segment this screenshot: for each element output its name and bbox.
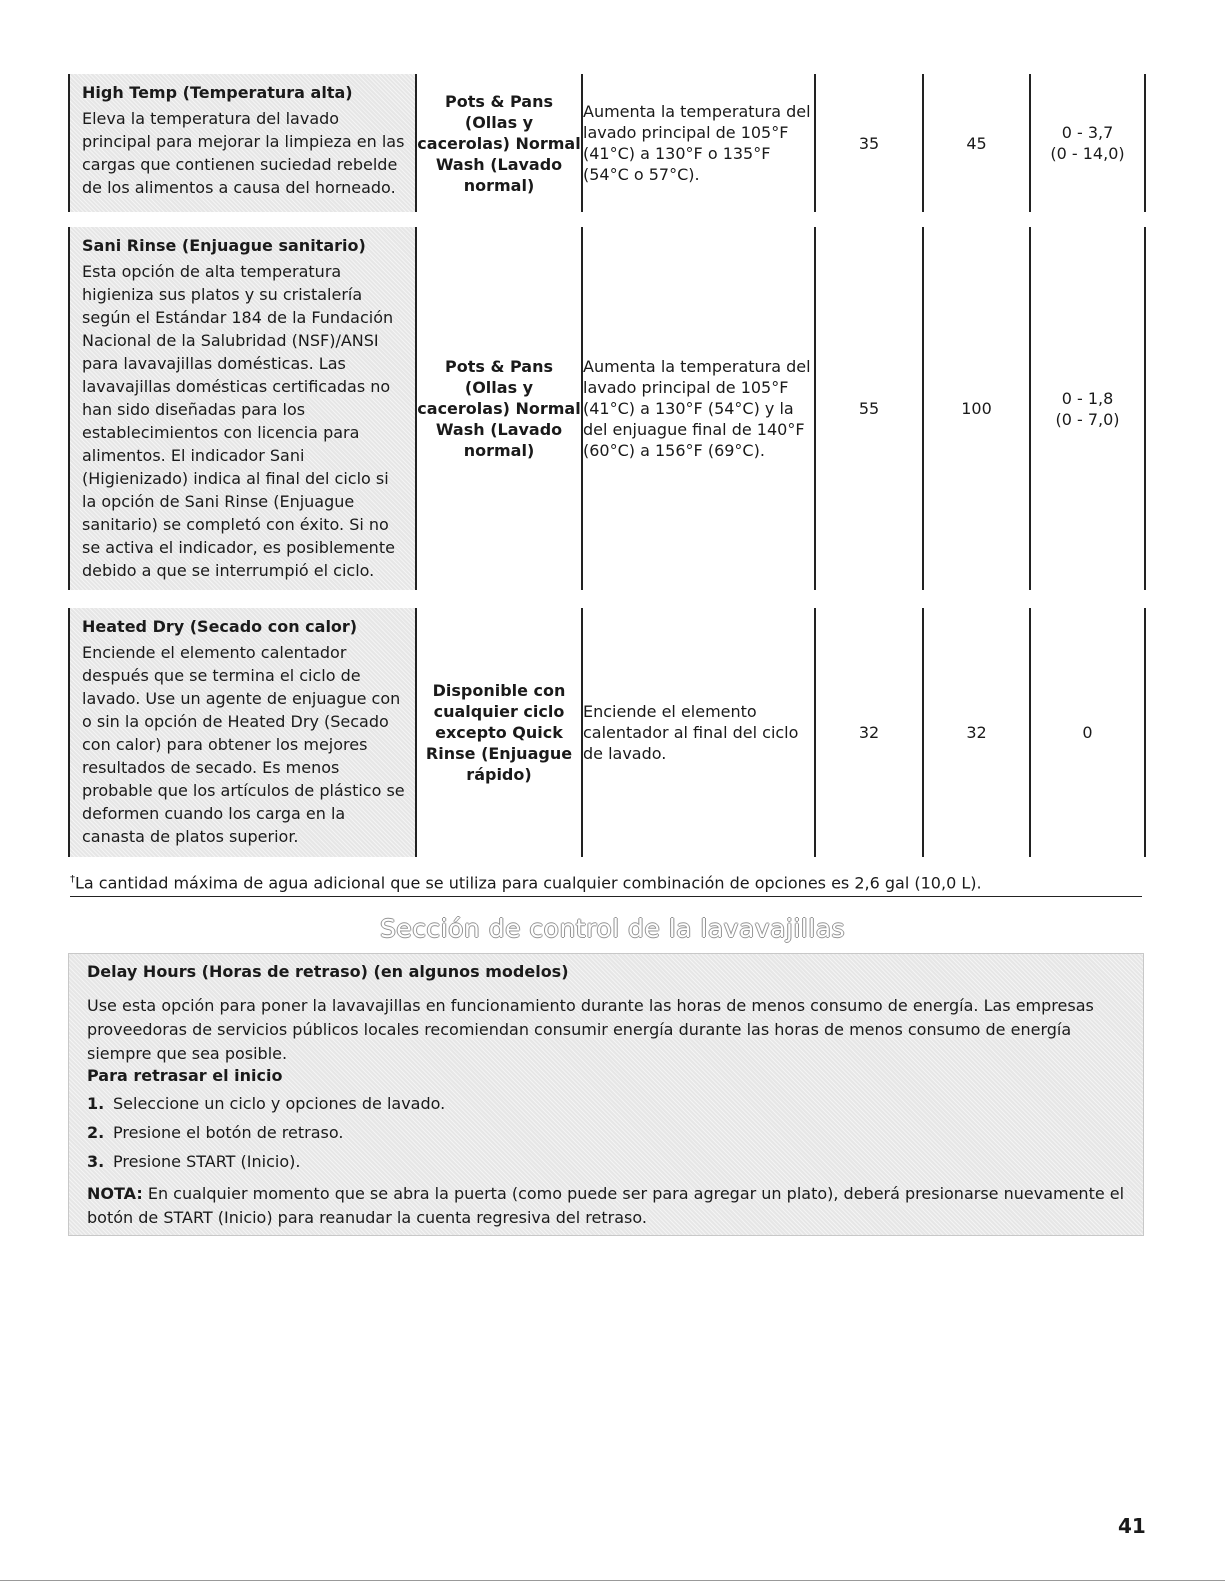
option-effect: Enciende el elemento calentador al final del ciclo de lavado. (582, 608, 815, 857)
delay-hours-text: Use esta opción para poner la lavavajillas en funcionamiento durante las horas de menos consumo de energía. Las empresas proveedoras de servicios públicos locales recomiendan consumir energía durante las horas de menos consumo de energía siempre que sea posible. (87, 996, 1094, 1063)
step-item (87, 1123, 343, 1142)
step-item (87, 1094, 445, 1113)
option-value-col5: 45 (923, 74, 1030, 212)
option-table-sani-rinse (68, 227, 1146, 590)
option-cycles: Pots & Pans (Ollas y cacerolas) Normal Wash (Lavado normal) (416, 74, 582, 212)
delay-hours-box (68, 953, 1144, 1236)
delay-start-subtitle: Para retrasar el inicio (87, 1066, 283, 1085)
option-effect: Aumenta la temperatura del lavado principal de 105°F (41°C) a 130°F o 135°F (54°C o 57°C). (582, 74, 815, 212)
step-item (87, 1152, 300, 1171)
option-value-col6-line1: 0 (1082, 723, 1093, 742)
option-title: Sani Rinse (Enjuague sanitario) (82, 236, 366, 255)
option-title: Heated Dry (Secado con calor) (82, 617, 358, 636)
option-description: Eleva la temperatura del lavado principal para mejorar la limpieza en las cargas que contienen suciedad rebelde de los alimentos a causa del horneado. (82, 109, 405, 197)
option-description-cell (69, 608, 416, 857)
step-text: Presione el botón de retraso. (113, 1123, 344, 1142)
option-value-col6-line1: 0 - 1,8 (1061, 388, 1114, 408)
divider (70, 896, 1142, 897)
delay-hours-title: Delay Hours (Horas de retraso) (en algunos modelos) (87, 962, 569, 981)
section-title: Sección de control de la lavavajillas (379, 914, 846, 943)
option-cycles: Disponible con cualquier ciclo excepto Quick Rinse (Enjuague rápido) (416, 608, 582, 857)
step-number: 1. (87, 1094, 105, 1113)
page-number: 41 (1118, 1514, 1146, 1538)
option-value-col6-line2: (0 - 7,0) (1055, 409, 1120, 429)
step-number: 2. (87, 1123, 105, 1142)
option-description: Esta opción de alta temperatura higieniza sus platos y su cristalería según el Estándar 184 de la Fundación Nacional de la Salubridad (NSF)/ANSI para lavavajillas domésticas. Las lavavajillas domésticas certificadas no han sido diseñadas para los establecimientos con licencia para alimentos. El indicador Sani (Higienizado) indica al final del ciclo si la opción de Sani Rinse (Enjuague sanitario) se completó con éxito. Si no se activa el indicador, es posiblemente debido a que se interrumpió el ciclo. (82, 262, 395, 580)
note-label: NOTA: (87, 1184, 143, 1203)
option-description: Enciende el elemento calentador después que se termina el ciclo de lavado. Use un agente de enjuague con o sin la opción de Heated Dry (Secado con calor) para obtener los mejores resultados de secado. Es menos probable que los artículos de plástico se deformen cuando los carga en la canasta de platos superior. (82, 643, 405, 846)
option-value-col5: 100 (923, 227, 1030, 590)
delay-note (87, 1182, 1139, 1230)
option-effect: Aumenta la temperatura del lavado principal de 105°F (41°C) a 130°F (54°C) y la del enjuague final de 140°F (60°C) a 156°F (69°C). (582, 227, 815, 590)
option-value-col6 (1030, 227, 1145, 590)
option-description-cell (69, 74, 416, 212)
note-text: En cualquier momento que se abra la puerta (como puede ser para agregar un plato), deberá presionarse nuevamente el botón de START (Inicio) para reanudar la cuenta regresiva del retraso. (87, 1184, 1125, 1227)
footnote-mark: † (70, 874, 75, 885)
footnote-text: La cantidad máxima de agua adicional que se utiliza para cualquier combinación de opciones es 2,6 gal (10,0 L). (75, 873, 982, 893)
option-value-col4: 55 (815, 227, 923, 590)
option-cycles: Pots & Pans (Ollas y cacerolas) Normal Wash (Lavado normal) (416, 227, 582, 590)
step-number: 3. (87, 1152, 105, 1171)
step-text: Presione START (Inicio). (113, 1152, 301, 1171)
option-table-heated-dry (68, 608, 1146, 857)
option-value-col6 (1030, 74, 1145, 212)
page-bottom-line (0, 1580, 1225, 1581)
option-value-col5: 32 (923, 608, 1030, 857)
option-value-col4: 32 (815, 608, 923, 857)
step-text: Seleccione un ciclo y opciones de lavado. (113, 1094, 446, 1113)
option-title: High Temp (Temperatura alta) (82, 83, 353, 102)
option-value-col6-line2: (0 - 14,0) (1050, 144, 1125, 163)
option-value-col6-line1: 0 - 3,7 (1061, 123, 1114, 142)
option-value-col6 (1030, 608, 1145, 857)
option-description-cell (69, 227, 416, 590)
option-value-col4: 35 (815, 74, 923, 212)
option-table-high-temp (68, 74, 1146, 212)
footnote (70, 869, 1150, 894)
